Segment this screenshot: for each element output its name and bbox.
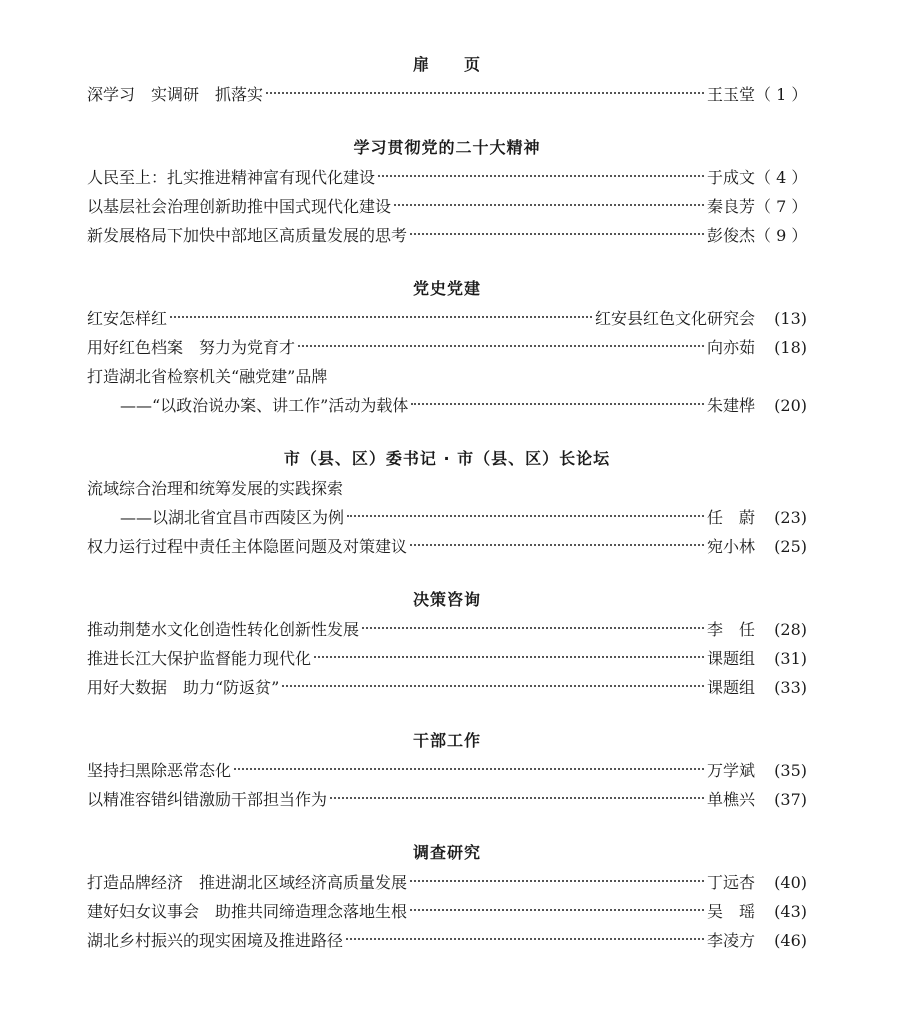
dot-leader	[347, 515, 704, 517]
toc-section	[87, 585, 807, 702]
article-title: 建好妇女议事会 助推共同缔造理念落地生根	[87, 902, 408, 921]
toc-entry[interactable]	[87, 615, 807, 644]
dot-leader	[378, 175, 704, 177]
article-title: 坚持扫黑除恶常态化	[87, 761, 232, 780]
page-number: (28)	[774, 620, 807, 639]
page-number: (40)	[774, 873, 807, 892]
toc-entry[interactable]	[87, 868, 807, 897]
page-number: (37)	[774, 790, 807, 809]
page-number: (33)	[774, 678, 807, 697]
article-author: 万学斌	[706, 761, 755, 780]
article-author: 朱建桦	[706, 396, 755, 415]
toc-entry[interactable]	[87, 926, 807, 955]
article-title: 深学习 实调研 抓落实	[87, 85, 264, 104]
section-title: 学习贯彻党的二十大精神	[353, 138, 541, 157]
section-title: 决策咨询	[412, 590, 481, 609]
toc-section	[87, 726, 807, 814]
toc-entry[interactable]	[87, 304, 807, 333]
dot-leader	[410, 544, 704, 546]
page-number: （ 9 ）	[755, 226, 808, 245]
toc-entry[interactable]	[87, 532, 807, 561]
dot-leader	[394, 204, 704, 206]
dot-leader	[346, 938, 704, 940]
article-title: 以基层社会治理创新助推中国式现代化建设	[87, 197, 392, 216]
article-author: 丁远杏	[706, 873, 755, 892]
article-author: 任 蔚	[706, 508, 755, 527]
page-number: （ 4 ）	[755, 168, 808, 187]
article-author: 李凌方	[706, 931, 755, 950]
article-author: 王玉堂	[706, 85, 755, 104]
article-author: 吴 瑶	[706, 902, 755, 921]
article-author: 单樵兴	[706, 790, 755, 809]
article-title[interactable]: 打造湖北省检察机关“融党建”品牌	[87, 367, 328, 386]
article-author: 秦良芳	[706, 197, 755, 216]
toc-entry[interactable]	[87, 897, 807, 926]
article-title: 权力运行过程中责任主体隐匿问题及对策建议	[87, 537, 408, 556]
toc-entry[interactable]	[87, 756, 807, 785]
page-number: (43)	[774, 902, 807, 921]
article-title: 红安怎样红	[87, 309, 168, 328]
article-title: 推动荆楚水文化创造性转化创新性发展	[87, 620, 360, 639]
toc-entry-subtitle[interactable]	[87, 391, 807, 420]
article-author: 课题组	[706, 678, 755, 697]
article-title: 推进长江大保护监督能力现代化	[87, 649, 312, 668]
toc-entry[interactable]	[87, 785, 807, 814]
article-subtitle: ——以湖北省宜昌市西陵区为例	[120, 508, 345, 527]
section-title: 扉 页	[412, 55, 481, 74]
article-author: 红安县红色文化研究会	[594, 309, 755, 328]
page-number: (46)	[774, 931, 807, 950]
article-author: 向亦茹	[706, 338, 755, 357]
toc-entry-subtitle[interactable]	[87, 503, 807, 532]
article-author: 李 任	[706, 620, 755, 639]
toc-section	[87, 444, 807, 561]
toc-entry[interactable]	[87, 192, 807, 221]
dot-leader	[411, 403, 704, 405]
dot-leader	[298, 345, 704, 347]
dot-leader	[314, 656, 704, 658]
toc-entry[interactable]	[87, 221, 807, 250]
toc-section	[87, 50, 807, 109]
toc-entry[interactable]	[87, 163, 807, 192]
dot-leader	[410, 233, 704, 235]
article-author: 宛小林	[706, 537, 755, 556]
toc-entry[interactable]	[87, 673, 807, 702]
article-title: 人民至上：扎实推进精神富有现代化建设	[87, 168, 376, 187]
dot-leader	[234, 768, 704, 770]
article-title: 湖北乡村振兴的现实困境及推进路径	[87, 931, 344, 950]
table-of-contents	[87, 50, 807, 979]
toc-entry[interactable]	[87, 333, 807, 362]
dot-leader	[330, 797, 704, 799]
page-number: (23)	[774, 508, 807, 527]
page-number: (35)	[774, 761, 807, 780]
dot-leader	[410, 909, 704, 911]
dot-leader	[282, 685, 704, 687]
article-title[interactable]: 流域综合治理和统筹发展的实践探索	[87, 479, 344, 498]
dot-leader	[266, 92, 704, 94]
toc-entry[interactable]	[87, 644, 807, 673]
section-title: 干部工作	[412, 731, 481, 750]
page-number: （ 7 ）	[755, 197, 808, 216]
toc-section	[87, 274, 807, 420]
article-title: 用好大数据 助力“防返贫”	[87, 678, 280, 697]
page-number: (25)	[774, 537, 807, 556]
section-title: 市（县、区）委书记 · 市（县、区）长论坛	[283, 449, 611, 468]
page-number: (20)	[774, 396, 807, 415]
dot-leader	[410, 880, 704, 882]
article-title: 打造品牌经济 推进湖北区域经济高质量发展	[87, 873, 408, 892]
page-number: (31)	[774, 649, 807, 668]
article-author: 彭俊杰	[706, 226, 755, 245]
article-title: 以精准容错纠错激励干部担当作为	[87, 790, 328, 809]
page-number: （ 1 ）	[755, 85, 808, 104]
section-title: 调查研究	[412, 843, 481, 862]
toc-entry[interactable]	[87, 80, 807, 109]
article-author: 课题组	[706, 649, 755, 668]
page-number: (18)	[774, 338, 807, 357]
article-title: 用好红色档案 努力为党育才	[87, 338, 296, 357]
section-title: 党史党建	[412, 279, 481, 298]
page-number: (13)	[774, 309, 807, 328]
article-subtitle: ——“以政治说办案、讲工作”活动为载体	[120, 396, 409, 415]
dot-leader	[362, 627, 704, 629]
dot-leader	[170, 316, 592, 318]
toc-section	[87, 838, 807, 955]
article-author: 于成文	[706, 168, 755, 187]
toc-section	[87, 133, 807, 250]
article-title: 新发展格局下加快中部地区高质量发展的思考	[87, 226, 408, 245]
